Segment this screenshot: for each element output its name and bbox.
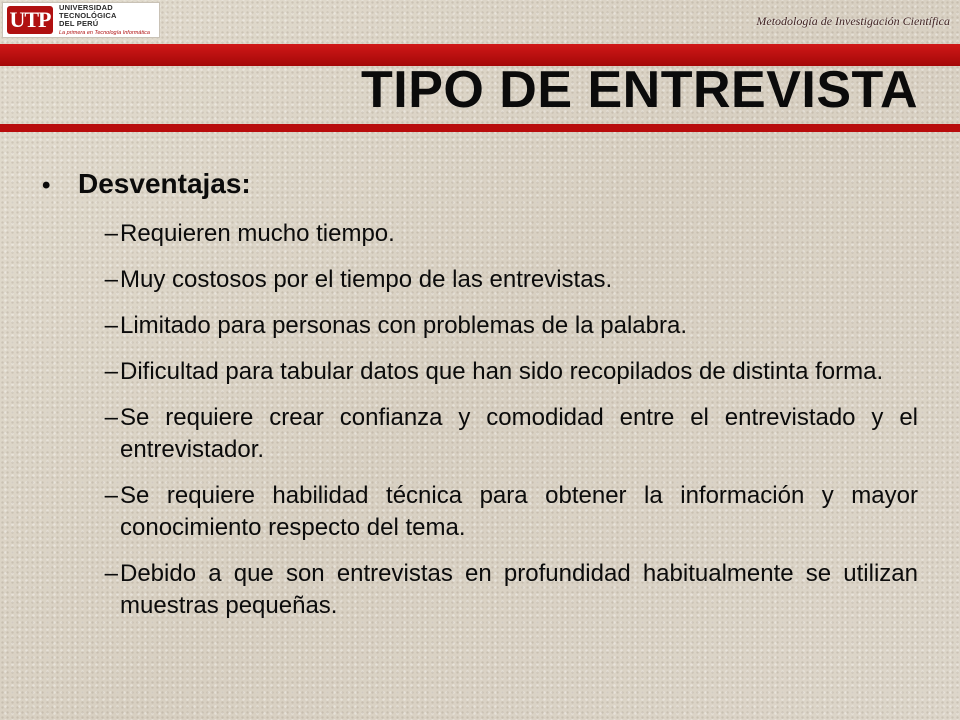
list-item-text: Limitado para personas con problemas de la palabra. bbox=[120, 312, 688, 339]
list-item-text: Se requiere habilidad técnica para obtener la información y mayor conocimiento respecto del tema. bbox=[120, 482, 918, 541]
list-item-text: Requieren mucho tiempo. bbox=[120, 220, 395, 247]
list-item-text: Se requiere crear confianza y comodidad entre el entrevistado y el entrevistador. bbox=[120, 404, 918, 463]
title-underline-bar bbox=[0, 124, 960, 132]
logo-line-3: DEL PERÚ bbox=[59, 18, 99, 28]
list-item bbox=[42, 218, 918, 250]
bullet-icon: • bbox=[42, 172, 51, 199]
list-item-text: Dificultad para tabular datos que han sido recopilados de distinta forma. bbox=[120, 358, 884, 385]
logo-text bbox=[59, 4, 150, 37]
slide-content bbox=[42, 168, 918, 636]
list-item bbox=[42, 558, 918, 622]
logo-mark: UTP bbox=[7, 6, 53, 34]
dash-icon: – bbox=[104, 220, 118, 247]
disadvantages-list bbox=[42, 218, 918, 622]
dash-icon: – bbox=[104, 482, 118, 509]
section-bullet bbox=[42, 168, 918, 200]
dash-icon: – bbox=[104, 404, 118, 431]
section-heading: Desventajas: bbox=[78, 168, 251, 199]
list-item bbox=[42, 402, 918, 466]
dash-icon: – bbox=[104, 358, 118, 385]
list-item-text: Muy costosos por el tiempo de las entrevistas. bbox=[120, 266, 613, 293]
list-item-text: Debido a que son entrevistas en profundidad habitualmente se utilizan muestras pequeñas. bbox=[120, 560, 918, 619]
slide-title: TIPO DE ENTREVISTA bbox=[361, 61, 918, 119]
logo-line-1: UNIVERSIDAD bbox=[59, 2, 113, 12]
list-item bbox=[42, 310, 918, 342]
course-name: Metodología de Investigación Científica bbox=[756, 14, 950, 28]
list-item bbox=[42, 356, 918, 388]
dash-icon: – bbox=[104, 312, 118, 339]
logo-line-2: TECNOLÓGICA bbox=[59, 10, 117, 20]
list-item bbox=[42, 480, 918, 544]
dash-icon: – bbox=[104, 266, 118, 293]
university-logo bbox=[2, 2, 160, 38]
logo-tagline: La primera en Tecnología Informática bbox=[59, 29, 150, 36]
list-item bbox=[42, 264, 918, 296]
dash-icon: – bbox=[104, 560, 118, 587]
